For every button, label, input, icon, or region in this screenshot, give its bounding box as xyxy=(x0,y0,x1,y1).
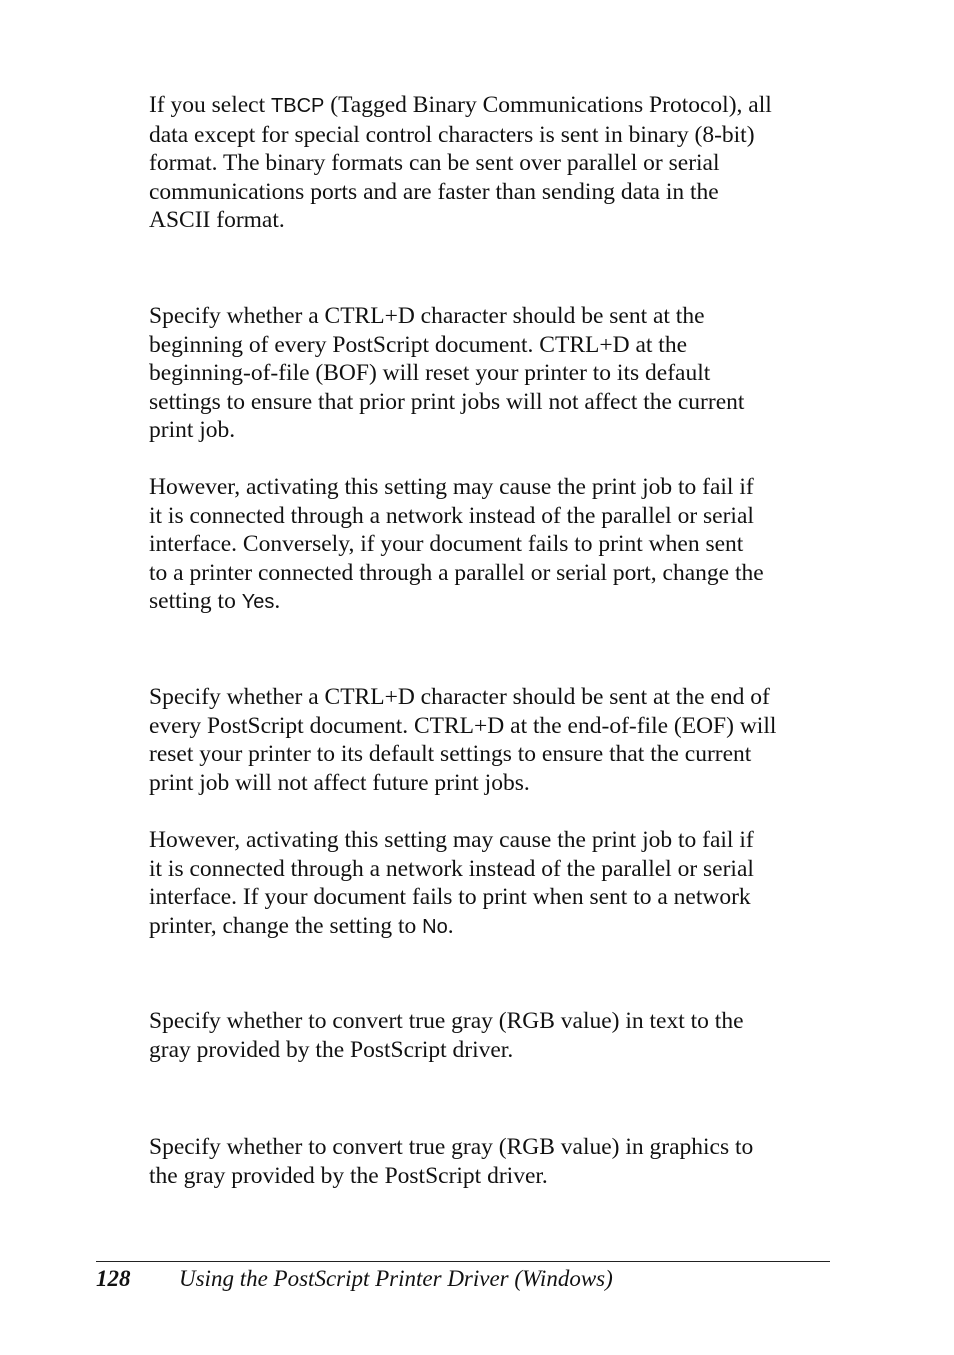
text-line xyxy=(149,587,839,617)
running-footer-title: Using the PostScript Printer Driver (Windows) xyxy=(179,1266,613,1291)
text-line: beginning of every PostScript document. CTRL+D at the xyxy=(149,331,687,358)
text-line: to a printer connected through a parallel or serial port, change the xyxy=(149,559,764,586)
text-run: . xyxy=(274,588,281,615)
text-line xyxy=(149,91,839,121)
text-run: setting to xyxy=(149,588,242,615)
text-line: Specify whether a CTRL+D character should be sent at the xyxy=(149,303,705,329)
text-line: However, activating this setting may cause the print job to fail if xyxy=(149,474,754,500)
text-line: it is connected through a network instead of the parallel or serial xyxy=(149,855,754,882)
text-line: ASCII format. xyxy=(149,207,285,234)
paragraph-gray-graphics xyxy=(149,1133,839,1190)
text-line: However, activating this setting may cause the print job to fail if xyxy=(149,827,754,853)
text-line: every PostScript document. CTRL+D at the end-of-file (EOF) will xyxy=(149,712,777,739)
page-number: 128 xyxy=(96,1266,131,1291)
paragraph-ctrl-d-before-note xyxy=(149,473,839,617)
text-run: . xyxy=(447,912,454,939)
text-line: data except for special control characters is sent in binary (8-bit) xyxy=(149,121,755,148)
text-run: printer, change the setting to xyxy=(149,912,423,939)
text-line: the gray provided by the PostScript driver. xyxy=(149,1162,548,1189)
text-line: communications ports and are faster than sending data in the xyxy=(149,178,719,205)
text-line: interface. Conversely, if your document fails to print when sent xyxy=(149,531,744,558)
text-line: Specify whether to convert true gray (RGB value) in text to the xyxy=(149,1008,744,1034)
text-line: format. The binary formats can be sent over parallel or serial xyxy=(149,150,720,177)
text-run: If you select xyxy=(149,92,272,118)
footer-divider xyxy=(96,1261,830,1262)
paragraph-gray-text xyxy=(149,1007,839,1064)
text-line xyxy=(149,912,839,942)
code-term-no: No xyxy=(422,915,448,938)
text-line: gray provided by the PostScript driver. xyxy=(149,1036,514,1063)
text-line: reset your printer to its default settings to ensure that the current xyxy=(149,741,752,768)
text-line: Specify whether a CTRL+D character should be sent at the end of xyxy=(149,684,770,710)
paragraph-ctrl-d-after xyxy=(149,683,839,797)
text-line: print job. xyxy=(149,417,236,444)
text-line: interface. If your document fails to print when sent to a network xyxy=(149,884,751,911)
text-line: beginning-of-file (BOF) will reset your printer to its default xyxy=(149,360,711,387)
paragraph-ctrl-d-after-note xyxy=(149,826,839,941)
text-run: (Tagged Binary Communications Protocol), all xyxy=(324,92,772,118)
paragraph-tbcp xyxy=(149,91,839,235)
code-term-yes: Yes xyxy=(241,591,275,614)
text-line: Specify whether to convert true gray (RGB value) in graphics to xyxy=(149,1134,754,1160)
paragraph-ctrl-d-before xyxy=(149,302,839,445)
code-term-tbcp: TBCP xyxy=(271,95,325,117)
text-line: it is connected through a network instead of the parallel or serial xyxy=(149,502,754,529)
text-line: settings to ensure that prior print jobs will not affect the current xyxy=(149,388,745,415)
text-line: print job will not affect future print jobs. xyxy=(149,769,530,796)
